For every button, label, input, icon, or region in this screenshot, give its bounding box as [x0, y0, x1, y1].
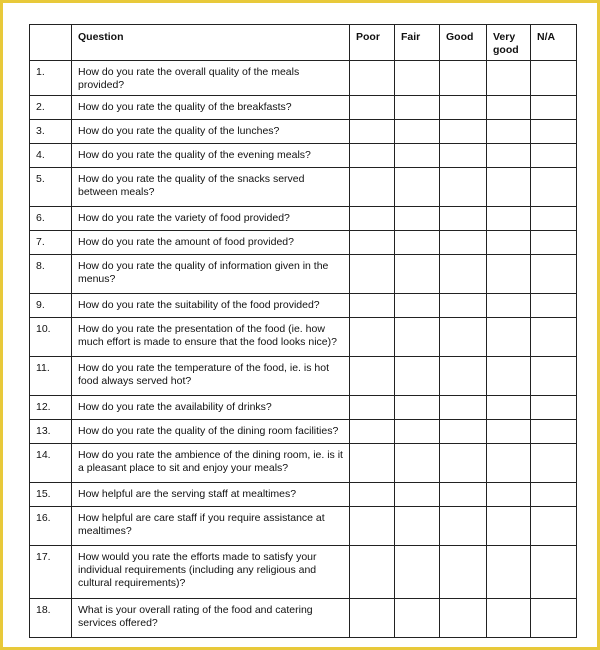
table-row: [30, 255, 577, 294]
row-number: 17.: [30, 546, 72, 599]
table-row: [30, 231, 577, 255]
rating-cell-very-good[interactable]: [487, 144, 531, 168]
rating-cell-good[interactable]: [440, 483, 487, 507]
row-number: 3.: [30, 120, 72, 144]
rating-cell-na[interactable]: [531, 168, 577, 207]
table-row: [30, 168, 577, 207]
row-number: 6.: [30, 207, 72, 231]
rating-cell-very-good[interactable]: [487, 61, 531, 96]
row-number: 18.: [30, 599, 72, 638]
rating-cell-good[interactable]: [440, 255, 487, 294]
food-survey-table: [29, 24, 577, 638]
rating-cell-poor[interactable]: [350, 231, 395, 255]
row-number: 7.: [30, 231, 72, 255]
header-poor: Poor: [350, 25, 395, 61]
table-row: [30, 294, 577, 318]
question-text: How do you rate the temperature of the food, ie. is hot food always served hot?: [72, 357, 350, 396]
rating-cell-very-good[interactable]: [487, 599, 531, 638]
rating-cell-very-good[interactable]: [487, 294, 531, 318]
question-text: How do you rate the quality of the snacks served between meals?: [72, 168, 350, 207]
question-text: How do you rate the overall quality of the meals provided?: [72, 61, 350, 96]
rating-cell-fair[interactable]: [395, 444, 440, 483]
table-row: [30, 444, 577, 483]
rating-cell-poor[interactable]: [350, 357, 395, 396]
rating-cell-very-good[interactable]: [487, 318, 531, 357]
rating-cell-na[interactable]: [531, 231, 577, 255]
row-number: 4.: [30, 144, 72, 168]
rating-cell-very-good[interactable]: [487, 546, 531, 599]
question-text: How do you rate the suitability of the food provided?: [72, 294, 350, 318]
rating-cell-fair[interactable]: [395, 231, 440, 255]
rating-cell-poor[interactable]: [350, 96, 395, 120]
question-text: How do you rate the amount of food provided?: [72, 231, 350, 255]
question-text: How would you rate the efforts made to satisfy your individual requirements (including any religious and cultural requirements)?: [72, 546, 350, 599]
row-number: 8.: [30, 255, 72, 294]
rating-cell-very-good[interactable]: [487, 255, 531, 294]
question-text: How do you rate the quality of the dining room facilities?: [72, 420, 350, 444]
question-text: How do you rate the variety of food provided?: [72, 207, 350, 231]
table-row: [30, 318, 577, 357]
table-row: [30, 599, 577, 638]
rating-cell-na[interactable]: [531, 144, 577, 168]
table-row: [30, 357, 577, 396]
rating-cell-very-good[interactable]: [487, 96, 531, 120]
table-row: [30, 420, 577, 444]
row-number: 14.: [30, 444, 72, 483]
rating-cell-fair[interactable]: [395, 61, 440, 96]
question-text: How do you rate the ambience of the dining room, ie. is it a pleasant place to sit and enjoy your meals?: [72, 444, 350, 483]
rating-cell-very-good[interactable]: [487, 396, 531, 420]
rating-cell-fair[interactable]: [395, 546, 440, 599]
rating-cell-very-good[interactable]: [487, 231, 531, 255]
row-number: 1.: [30, 61, 72, 96]
rating-cell-poor[interactable]: [350, 294, 395, 318]
rating-cell-fair[interactable]: [395, 420, 440, 444]
header-number: [30, 25, 72, 61]
rating-cell-good[interactable]: [440, 546, 487, 599]
rating-cell-good[interactable]: [440, 120, 487, 144]
rating-cell-fair[interactable]: [395, 318, 440, 357]
table-row: [30, 61, 577, 96]
row-number: 12.: [30, 396, 72, 420]
table-row: [30, 396, 577, 420]
table-row: [30, 207, 577, 231]
rating-cell-poor[interactable]: [350, 546, 395, 599]
rating-cell-na[interactable]: [531, 444, 577, 483]
rating-cell-na[interactable]: [531, 357, 577, 396]
rating-cell-very-good[interactable]: [487, 207, 531, 231]
row-number: 13.: [30, 420, 72, 444]
row-number: 11.: [30, 357, 72, 396]
row-number: 9.: [30, 294, 72, 318]
rating-cell-very-good[interactable]: [487, 120, 531, 144]
header-fair: Fair: [395, 25, 440, 61]
rating-cell-na[interactable]: [531, 546, 577, 599]
rating-cell-poor[interactable]: [350, 207, 395, 231]
rating-cell-na[interactable]: [531, 207, 577, 231]
rating-cell-poor[interactable]: [350, 318, 395, 357]
rating-cell-poor[interactable]: [350, 144, 395, 168]
rating-cell-na[interactable]: [531, 294, 577, 318]
rating-cell-good[interactable]: [440, 507, 487, 546]
rating-cell-na[interactable]: [531, 318, 577, 357]
question-text: How do you rate the quality of information given in the menus?: [72, 255, 350, 294]
header-question: Question: [72, 25, 350, 61]
rating-cell-good[interactable]: [440, 96, 487, 120]
rating-cell-poor[interactable]: [350, 61, 395, 96]
rating-cell-na[interactable]: [531, 420, 577, 444]
header-row: [30, 25, 577, 61]
row-number: 16.: [30, 507, 72, 546]
rating-cell-na[interactable]: [531, 483, 577, 507]
rating-cell-good[interactable]: [440, 294, 487, 318]
rating-cell-poor[interactable]: [350, 396, 395, 420]
rating-cell-na[interactable]: [531, 507, 577, 546]
rating-cell-poor[interactable]: [350, 255, 395, 294]
table-row: [30, 96, 577, 120]
rating-cell-fair[interactable]: [395, 483, 440, 507]
rating-cell-good[interactable]: [440, 231, 487, 255]
header-good: Good: [440, 25, 487, 61]
table-row: [30, 507, 577, 546]
rating-cell-na[interactable]: [531, 96, 577, 120]
table-body: [30, 61, 577, 638]
rating-cell-fair[interactable]: [395, 120, 440, 144]
question-text: How do you rate the quality of the breakfasts?: [72, 96, 350, 120]
rating-cell-good[interactable]: [440, 444, 487, 483]
rating-cell-good[interactable]: [440, 168, 487, 207]
rating-cell-na[interactable]: [531, 61, 577, 96]
question-text: How do you rate the presentation of the food (ie. how much effort is made to ensure that the food looks nice)?: [72, 318, 350, 357]
rating-cell-na[interactable]: [531, 120, 577, 144]
row-number: 15.: [30, 483, 72, 507]
question-text: What is your overall rating of the food and catering services offered?: [72, 599, 350, 638]
rating-cell-poor[interactable]: [350, 168, 395, 207]
header-very-good: Very good: [487, 25, 531, 61]
row-number: 10.: [30, 318, 72, 357]
rating-cell-good[interactable]: [440, 420, 487, 444]
rating-cell-fair[interactable]: [395, 357, 440, 396]
question-text: How do you rate the quality of the evening meals?: [72, 144, 350, 168]
header-na: N/A: [531, 25, 577, 61]
rating-cell-very-good[interactable]: [487, 483, 531, 507]
rating-cell-fair[interactable]: [395, 255, 440, 294]
rating-cell-fair[interactable]: [395, 599, 440, 638]
rating-cell-na[interactable]: [531, 255, 577, 294]
rating-cell-very-good[interactable]: [487, 168, 531, 207]
rating-cell-fair[interactable]: [395, 144, 440, 168]
question-text: How helpful are care staff if you require assistance at mealtimes?: [72, 507, 350, 546]
question-text: How do you rate the availability of drinks?: [72, 396, 350, 420]
question-text: How helpful are the serving staff at mealtimes?: [72, 483, 350, 507]
rating-cell-good[interactable]: [440, 318, 487, 357]
rating-cell-good[interactable]: [440, 599, 487, 638]
rating-cell-good[interactable]: [440, 396, 487, 420]
table-row: [30, 120, 577, 144]
row-number: 2.: [30, 96, 72, 120]
table-row: [30, 546, 577, 599]
rating-cell-fair[interactable]: [395, 96, 440, 120]
rating-cell-fair[interactable]: [395, 507, 440, 546]
rating-cell-very-good[interactable]: [487, 444, 531, 483]
rating-cell-good[interactable]: [440, 207, 487, 231]
rating-cell-poor[interactable]: [350, 599, 395, 638]
rating-cell-good[interactable]: [440, 61, 487, 96]
rating-cell-good[interactable]: [440, 144, 487, 168]
row-number: 5.: [30, 168, 72, 207]
rating-cell-very-good[interactable]: [487, 507, 531, 546]
table-row: [30, 144, 577, 168]
rating-cell-fair[interactable]: [395, 207, 440, 231]
rating-cell-poor[interactable]: [350, 120, 395, 144]
rating-cell-good[interactable]: [440, 357, 487, 396]
rating-cell-poor[interactable]: [350, 507, 395, 546]
question-text: How do you rate the quality of the lunches?: [72, 120, 350, 144]
rating-cell-very-good[interactable]: [487, 357, 531, 396]
rating-cell-poor[interactable]: [350, 483, 395, 507]
rating-cell-very-good[interactable]: [487, 420, 531, 444]
table-row: [30, 483, 577, 507]
rating-cell-fair[interactable]: [395, 294, 440, 318]
rating-cell-na[interactable]: [531, 396, 577, 420]
rating-cell-poor[interactable]: [350, 444, 395, 483]
rating-cell-na[interactable]: [531, 599, 577, 638]
rating-cell-fair[interactable]: [395, 396, 440, 420]
rating-cell-fair[interactable]: [395, 168, 440, 207]
rating-cell-poor[interactable]: [350, 420, 395, 444]
